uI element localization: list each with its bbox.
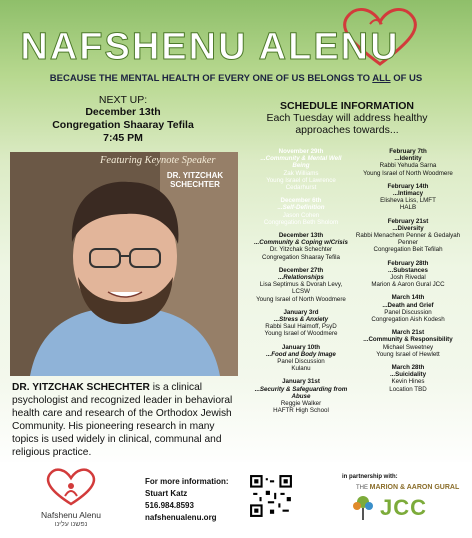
event-presenter: Lisa Septimus & Dvorah Levy, LCSW (259, 281, 343, 296)
schedule-event (352, 364, 464, 393)
event-presenter: Zak Williams (283, 169, 319, 177)
event-location: HAFTR High School (273, 407, 329, 415)
event-date: February 14th (387, 182, 429, 190)
schedule-event (252, 378, 350, 414)
page-title: NAFSHENU ALENU (20, 26, 400, 68)
next-up-venue: Congregation Shaaray Tefila (52, 119, 194, 131)
schedule-event (252, 148, 350, 191)
event-date: February 28th (387, 259, 429, 267)
schedule-heading (262, 100, 432, 136)
event-presenter: Rabbi Menachem Penner & Gedalyah Penner (355, 232, 461, 247)
event-topic: ...Community & Coping w/Crisis (254, 239, 348, 247)
schedule-event (352, 183, 464, 212)
schedule-event (252, 344, 350, 373)
tagline-post: OF US (390, 73, 423, 84)
event-topic: ...Intimacy (392, 190, 424, 198)
event-date: January 10th (281, 343, 321, 351)
speaker-bio-name: DR. YITZCHAK SCHECHTER (12, 382, 150, 393)
event-topic: ...Substances (388, 266, 428, 274)
event-presenter: Reggie Walker (280, 400, 322, 408)
jcc-tree-icon (352, 494, 374, 520)
event-location: Congregation Shaaray Tefila (262, 253, 340, 261)
event-location: Location TBD (389, 385, 427, 393)
event-date: November 29th (278, 148, 324, 155)
event-location: Marion & Aaron Gural JCC (371, 281, 445, 289)
event-presenter: Panel Discussion (384, 308, 432, 316)
event-topic: ...Security & Safeguarding from Abuse (254, 385, 348, 400)
schedule-subtitle: Each Tuesday will address healthy approaches towards... (266, 112, 428, 136)
event-location: Young Israel of Lawrence Cedarhurst (266, 176, 336, 192)
schedule-event (352, 218, 464, 254)
event-location: Young Israel of North Woodmere (256, 295, 346, 303)
tagline-pre: BECAUSE THE MENTAL HEALTH OF EVERY ONE OF US BELONGS TO (49, 73, 373, 84)
speaker-caption-line1: DR. YITZCHAK (166, 171, 224, 180)
event-location: HALB (399, 204, 417, 212)
event-location: Kulanu (291, 365, 311, 373)
event-topic: ...Community & Mental Well Being (260, 155, 342, 170)
event-date: March 21st (391, 329, 425, 337)
event-date: March 14th (391, 294, 425, 302)
schedule-event (252, 232, 350, 261)
event-presenter: Rabbi Yehuda Sarna (379, 162, 437, 170)
event-location: Congregation Beit Tefilah (373, 246, 443, 254)
event-topic: ...Community & Responsibility (363, 336, 453, 344)
featuring-label: Featuring Keynote Speaker (100, 155, 216, 166)
speaker-photo-caption (160, 171, 230, 189)
event-location: Young Israel of North Woodmere (363, 169, 453, 177)
next-up-label: NEXT UP: (98, 94, 148, 106)
event-location: Young Israel of Woodmere (264, 330, 338, 338)
event-presenter: Josh Rivedal (390, 274, 426, 282)
footer-logo-name: Nafshenu Alenu (40, 510, 102, 520)
speaker-photo (10, 152, 238, 376)
event-presenter: Elisheva Liss, LMFT (380, 197, 436, 205)
event-date: December 13th (278, 232, 324, 240)
marion-gural-label (356, 484, 459, 491)
speaker-caption-line2: SCHECHTER (170, 180, 220, 189)
event-date: December 6th (280, 197, 322, 205)
schedule-event (252, 197, 350, 226)
event-topic: ...Stress & Anxiety (273, 316, 329, 324)
speaker-bio-text: is a clinical psychologist and recognized leader in behavioral health care and research of the Orthodox Jewish Community. His pioneering research in many topics is used widely in clinical, communal and religious practice. (12, 382, 233, 458)
event-presenter: Panel Discussion (277, 358, 325, 366)
event-topic: ...Self-Definition (277, 204, 325, 212)
next-up-time: 7:45 PM (103, 132, 143, 144)
qr-code-icon[interactable] (249, 474, 293, 518)
schedule-column-2 (352, 148, 464, 399)
schedule-event (352, 148, 464, 177)
contact-phone[interactable]: 516.984.8593 (145, 501, 194, 510)
event-date: December 27th (278, 266, 324, 274)
event-location: Young Israel of Hewlett (376, 350, 440, 358)
nafshenu-heart-logo-icon (40, 464, 102, 508)
event-date: February 7th (389, 148, 427, 155)
event-location: Congregation Aish Kodesh (371, 316, 445, 324)
info-label: For more information: (145, 477, 229, 486)
schedule-event (252, 267, 350, 303)
marion-name: MARION & AARON GURAL (369, 484, 460, 491)
schedule-event (352, 329, 464, 358)
marion-small: THE (356, 485, 368, 491)
schedule-event (352, 260, 464, 289)
speaker-bio (12, 381, 240, 459)
event-presenter: Jason Cohen (282, 211, 320, 219)
event-topic: ...Suicidality (389, 371, 427, 379)
next-up-date: December 13th (85, 106, 161, 118)
event-presenter: Kevin Hines (391, 378, 425, 386)
event-date: February 21st (387, 217, 429, 225)
event-location: Congregation Beth Sholom (263, 218, 339, 226)
contact-name: Stuart Katz (145, 489, 188, 498)
schedule-column-1 (252, 148, 350, 421)
schedule-event (352, 294, 464, 323)
website-link[interactable]: nafshenualenu.org (145, 513, 217, 522)
footer-logo-hebrew: נפשנו עלינו (54, 521, 88, 528)
partnership-label: in partnership with: (342, 474, 398, 480)
tagline-emph: ALL (372, 73, 391, 84)
event-date: January 31st (282, 378, 320, 386)
event-date: January 3rd (283, 308, 319, 316)
contact-info (145, 476, 229, 524)
event-topic: ...Relationships (278, 274, 324, 282)
event-topic: ...Identity (394, 155, 422, 163)
next-up (38, 94, 208, 145)
tagline (0, 73, 472, 84)
event-topic: ...Food and Body Image (266, 350, 336, 358)
event-presenter: Rabbi Saul Haimoff, PsyD (265, 323, 337, 331)
event-date: March 28th (391, 364, 425, 372)
event-topic: ...Diversity (392, 224, 424, 232)
event-presenter: Dr. Yitzchak Schechter (269, 246, 333, 254)
schedule-title: SCHEDULE INFORMATION (280, 100, 414, 112)
event-topic: ...Death and Grief (382, 301, 434, 309)
schedule-event (252, 309, 350, 338)
jcc-logo-text: JCC (380, 495, 428, 520)
event-presenter: Michael Sweetney (382, 343, 434, 351)
